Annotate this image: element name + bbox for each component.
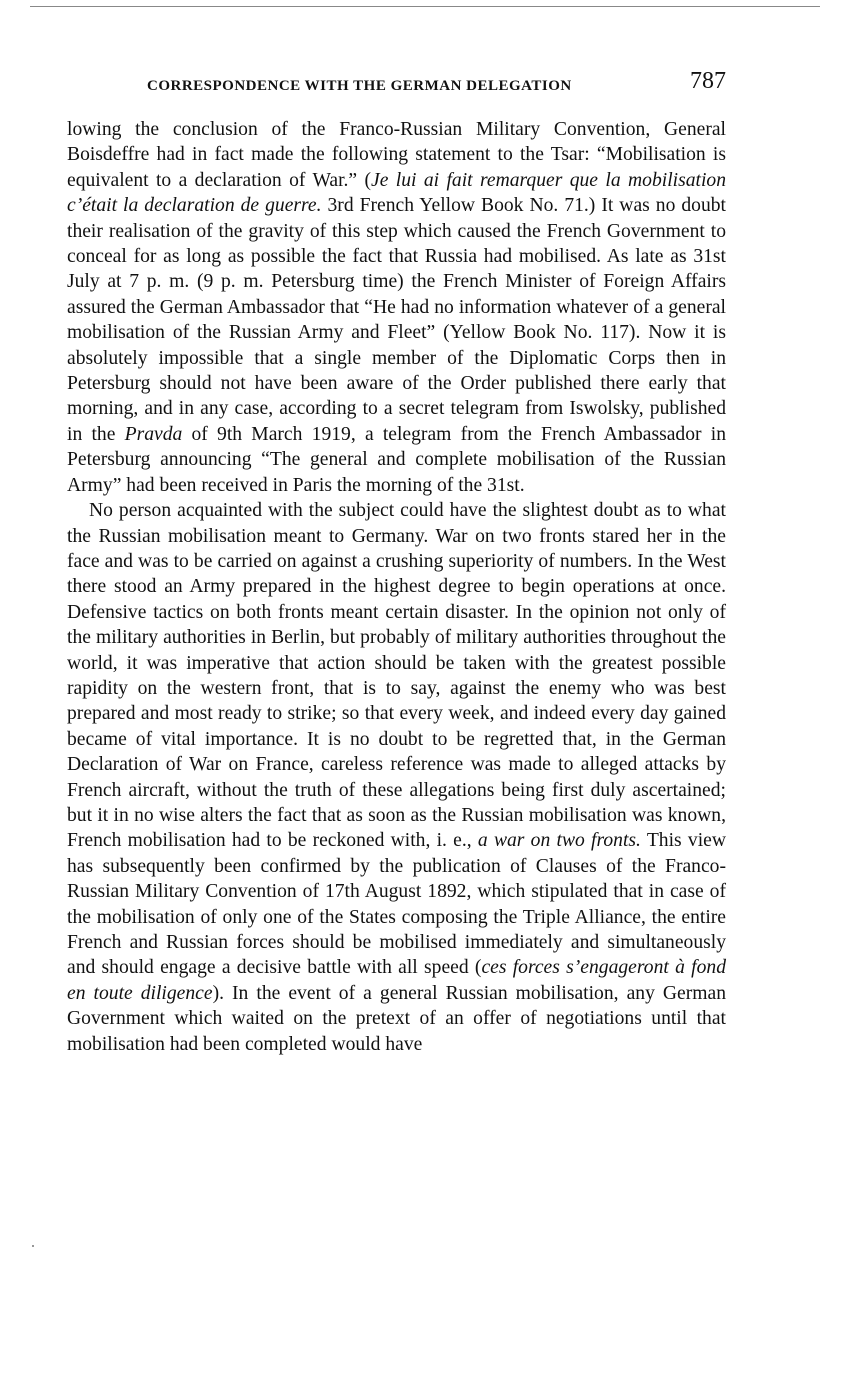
running-head: CORRESPONDENCE WITH THE GERMAN DELEGATION xyxy=(147,78,572,94)
p1-text-a: lowing the conclusion of the Franco-Russian Military Convention, General Boisdeffre had in fact made the following statement to the Tsar: “Mobilisation is equivalent to a declaration of War.” ( xyxy=(67,119,726,191)
p2-text-b: This view has subsequently been confirmed by the publication of Clauses of the Franco-Russian Military Convention of 17th August 1892, which stipulated that in case of the mobilisation of only one of the States composing the Triple Alliance, the entire French and Russian forces should be mobilised immediately and simultaneously and should engage a decisive battle with all speed ( xyxy=(67,830,726,979)
p1-italic-2: Pravda xyxy=(124,423,183,445)
p1-text-c: of 9th March 1919, a telegram from the French Ambassador in Petersburg announcing “The general and complete mobilisation of the Russian Army” had been received in Paris the morning of the 31st. xyxy=(67,423,726,496)
top-rule xyxy=(30,6,820,7)
page-number: 787 xyxy=(690,68,726,94)
p2-italic-2: ces forces s’engageront à fond en toute diligence xyxy=(67,957,726,1004)
p2-italic-1: a war on two fronts. xyxy=(477,830,641,852)
p2-text-a: No person acquainted with the subject could have the slightest doubt as to what the Russian mobilisation meant to Germany. War on two fronts stared her in the face and was to be carried on against a crushing superiority of numbers. In the West there stood an Army prepared in the highest degree to begin operations at once. Defensive tactics on both fronts meant certain disaster. In the opinion not only of the military authorities in Berlin, but probably of military authorities throughout the world, it was imperative that action should be taken with the greatest possible rapidity on the western front, that is to say, against the enemy who was best prepared and most ready to strike; so that every week, and indeed every day gained became of vital importance. It is no doubt to be regretted that, in the German Declaration of War on France, careless reference was made to alleged attacks by French aircraft, without the truth of these allegations being first duly ascertained; but it in no wise alters the fact that as soon as the Russian mobilisation was known, French mobilisation had to be reckoned with, i. e., xyxy=(67,500,726,852)
paragraph-2 xyxy=(67,498,726,1057)
body-text xyxy=(67,117,726,1057)
paragraph-1 xyxy=(67,117,726,498)
p2-text-c: ). In the event of a general Russian mobilisation, any German Government which waited on the pretext of an offer of negotiations until that mobilisation had been completed would have xyxy=(67,982,727,1055)
page-header xyxy=(67,68,726,102)
p1-text-b: 3rd French Yellow Book No. 71.) It was no doubt their realisation of the gravity of this step which caused the French Government to conceal for as long as possible the fact that Russia had mobilised. As late as 31st July at 7 p. m. (9 p. m. Petersburg time) the French Minister of Foreign Affairs assured the German Ambassador that “He had no information whatever of a general mobilisation of the Russian Army and Fleet” (Yellow Book No. 117). Now it is absolutely impossible that a single member of the Diplomatic Corps then in Petersburg should not have been aware of the Order published there early that morning, and in any case, according to a secret telegram from Iswolsky, published in the xyxy=(67,195,726,445)
p1-italic-1: Je lui ai fait remarquer que la mobilisation c’était la declaration de guerre. xyxy=(67,169,726,217)
margin-mark xyxy=(32,1245,34,1247)
